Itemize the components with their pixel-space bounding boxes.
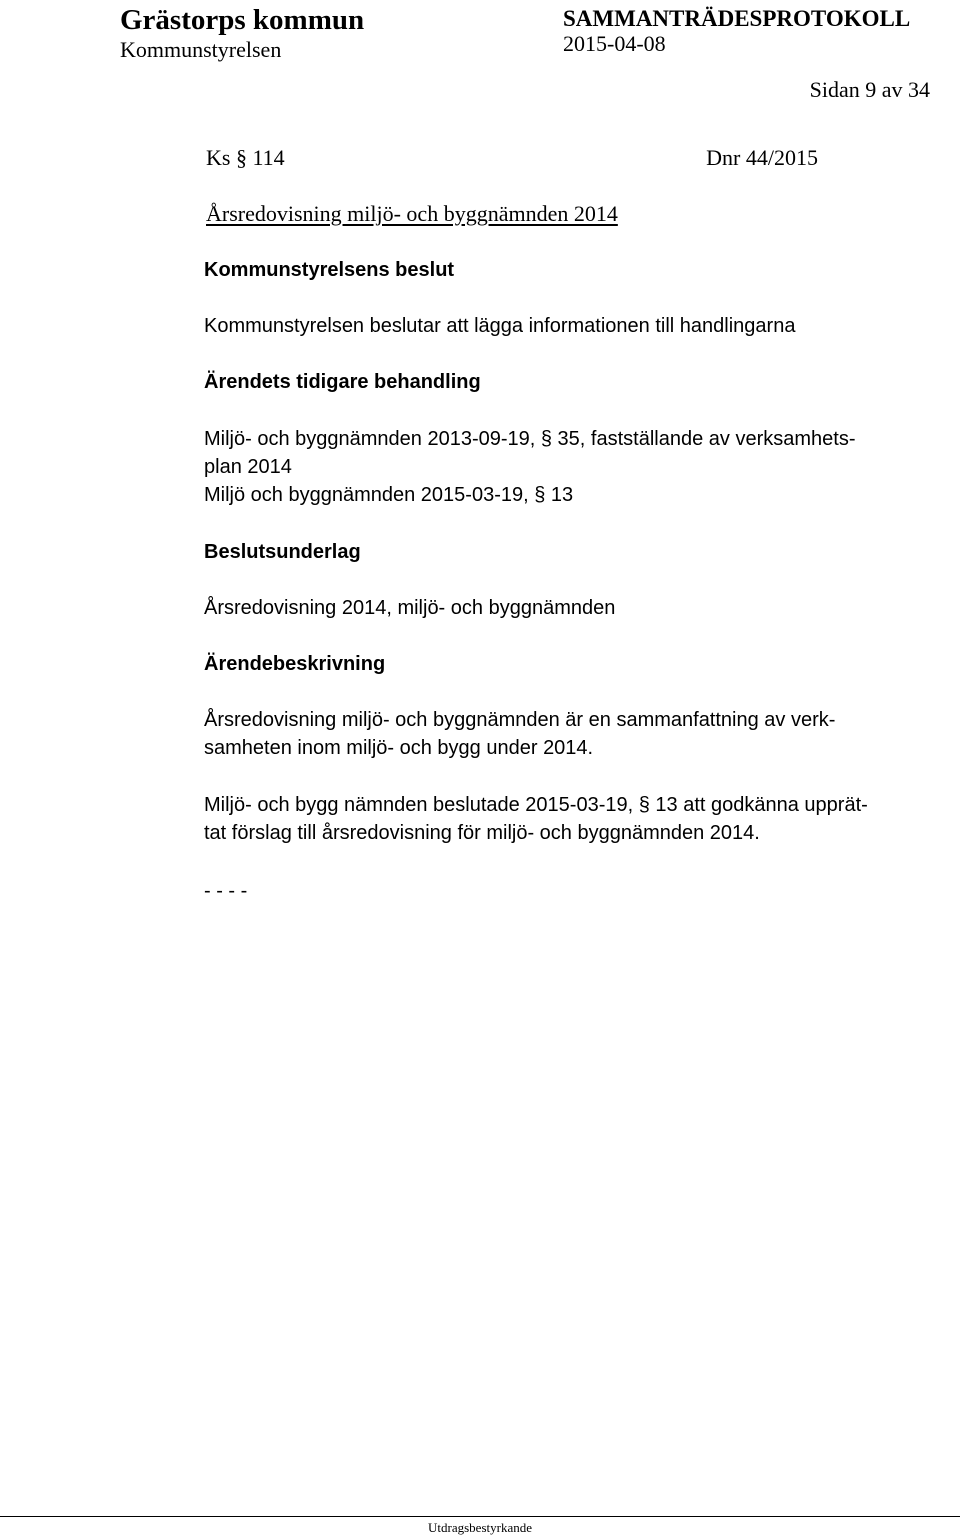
case-row xyxy=(206,143,818,173)
basis-heading: Beslutsunderlag xyxy=(204,541,361,563)
organization-name: Grästorps kommun xyxy=(120,4,365,36)
history-text xyxy=(204,425,855,509)
footer-divider xyxy=(0,1516,960,1517)
case-number: Ks § 114 xyxy=(206,145,285,170)
history-line: Miljö och byggnämnden 2015-03-19, § 13 xyxy=(204,484,574,506)
description-paragraph-2 xyxy=(204,791,868,847)
decision-text: Kommunstyrelsen beslutar att lägga informationen till handlingarna xyxy=(204,315,796,337)
footer-label: Utdragsbestyrkande xyxy=(428,1520,532,1535)
description-line: tat förslag till årsredovisning för miljö- och byggnämnden 2014. xyxy=(204,822,760,844)
protocol-title: SAMMANTRÄDESPROTOKOLL xyxy=(563,6,911,31)
description-line: Miljö- och bygg nämnden beslutade 2015-03-19, § 13 att godkänna upprät- xyxy=(204,794,868,816)
case-dnr: Dnr 44/2015 xyxy=(706,145,818,170)
case-title: Årsredovisning miljö- och byggnämnden 2014 xyxy=(206,201,618,226)
history-line: Miljö- och byggnämnden 2013-09-19, § 35, fastställande av verksamhets- xyxy=(204,428,856,450)
history-line: plan 2014 xyxy=(204,456,292,478)
basis-text: Årsredovisning 2014, miljö- och byggnämnden xyxy=(204,597,616,619)
description-paragraph-1 xyxy=(204,706,835,762)
decision-heading: Kommunstyrelsens beslut xyxy=(204,259,455,281)
end-marker: - - - - xyxy=(204,880,248,902)
description-line: samheten inom miljö- och bygg under 2014. xyxy=(204,737,594,759)
description-heading: Ärendebeskrivning xyxy=(204,653,386,675)
meeting-date: 2015-04-08 xyxy=(563,31,666,56)
governing-body: Kommunstyrelsen xyxy=(120,37,282,62)
page-number: Sidan 9 av 34 xyxy=(809,77,930,102)
description-line: Årsredovisning miljö- och byggnämnden är en sammanfattning av verk- xyxy=(204,709,836,731)
history-heading: Ärendets tidigare behandling xyxy=(204,371,481,393)
